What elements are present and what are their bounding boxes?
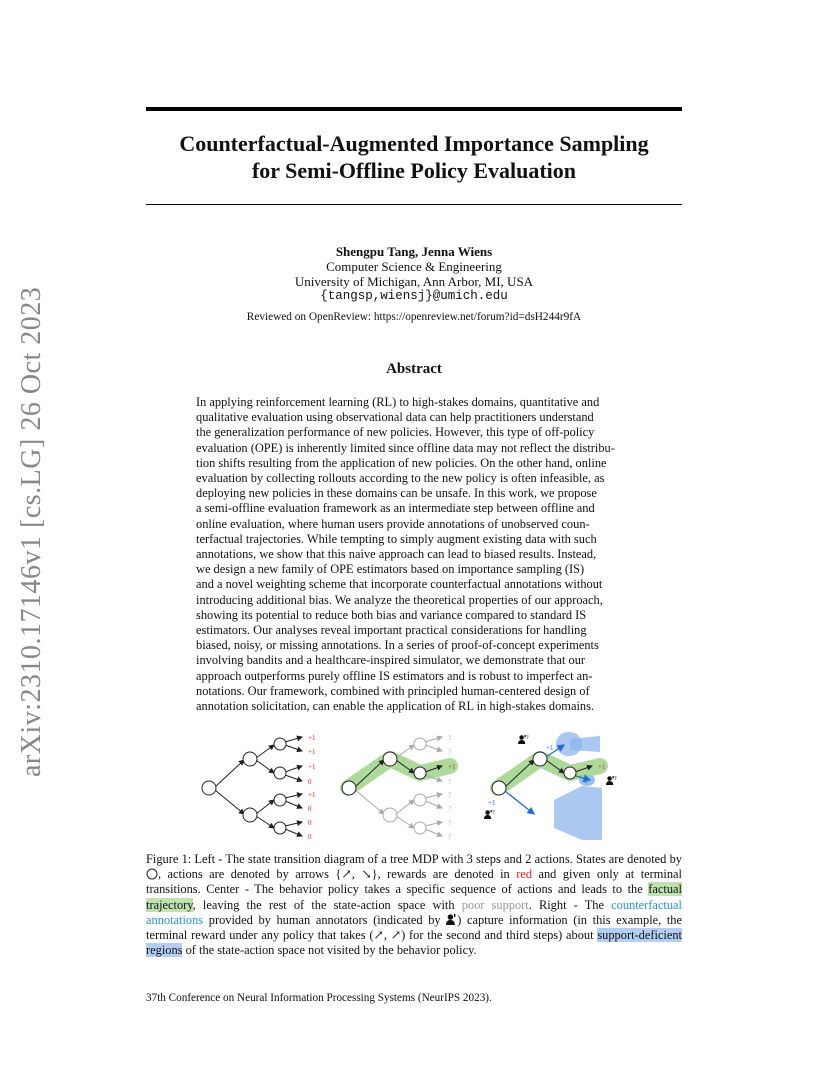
author-department: Computer Science & Engineering (326, 259, 502, 274)
caption-text: ) capture information (in this example, the terminal reward under any policy that takes (↗, ↗) for the second and third steps) about (146, 912, 683, 943)
title-bottom-rule (146, 204, 682, 205)
abstract-line: annotations, we show that this naive approach can lead to biased results. Instead, (196, 547, 597, 562)
annotator-person-icon (446, 914, 457, 925)
abstract-line: In applying reinforcement learning (RL) to high-stakes domains, quantitative and (196, 395, 600, 409)
annotator-person-icon (484, 810, 492, 819)
reward-label: +1 (308, 791, 316, 799)
abstract-line: approach outperforms purely offline IS estimators and is robust to imperfect an- (196, 668, 593, 683)
abstract-line: showing its potential to reduce both bias and variance compared to standard IS (196, 607, 587, 622)
reward-label: +1 (308, 734, 316, 742)
abstract-line: we design a new family of OPE estimators based on importance sampling (IS) (196, 562, 585, 577)
reward-label: ? (448, 833, 452, 841)
caption-counterfactual-annotations: counterfactual annotations (146, 897, 682, 927)
right-panel-counterfactual-annotations (484, 732, 617, 840)
author-affiliation: University of Michigan, Ann Arbor, MI, USA (294, 274, 534, 289)
abstract-line: deploying new policies in these domains can be unsafe. In this work, we propose (196, 486, 597, 501)
abstract-line: tion shifts resulting from the application of new policies. On the other hand, online (196, 455, 607, 470)
abstract-line: introducing additional bias. We analyze the theoretical properties of our approach, (196, 592, 603, 607)
reward-label: +1 (598, 763, 606, 771)
title-line-1: Counterfactual-Augmented Importance Sampling (179, 131, 649, 156)
figure-1-caption (146, 852, 682, 958)
state-circle-icon (146, 868, 158, 880)
caption-factual-trajectory: factual trajectory (146, 882, 682, 912)
openreview-note: Reviewed on OpenReview: https://openreview.net/forum?id=dsH244r9fA (246, 311, 582, 323)
top-thick-rule (146, 107, 682, 111)
reward-label: 0 (308, 819, 312, 827)
caption-text: Figure 1: Left - The state transition diagram of a tree MDP with 3 steps and 2 actions. States are denoted by (146, 852, 682, 866)
author-email: {tangsp,wiensj}@umich.edu (320, 289, 508, 303)
reward-label: +1 (448, 763, 456, 771)
abstract-line: estimators. Our analyses reveal important practical considerations for handling (196, 623, 587, 638)
caption-text: . Right - The (528, 897, 612, 912)
caption-text: , actions are denoted by arrows {↗, ↘}, rewards are denoted in (158, 867, 517, 882)
conference-footnote: 37th Conference on Neural Information Processing Systems (NeurIPS 2023). (146, 992, 492, 1004)
reward-label: 0 (308, 805, 312, 813)
left-panel-full-tree (202, 734, 316, 841)
abstract-heading: Abstract (386, 361, 442, 377)
reward-label: +1 (488, 799, 496, 807)
abstract-body (196, 395, 632, 714)
abstract-line: a semi-offline evaluation framework as an intermediate step between offline and (196, 501, 595, 516)
figure-1-tree-mdp-diagrams (190, 728, 638, 846)
annotator-person-icon (518, 735, 526, 744)
abstract-line: the generalization performance of new policies. However, this type of off-policy (196, 425, 595, 440)
abstract-line: and a novel weighting scheme that incorporate counterfactual annotations without (196, 577, 603, 592)
annotation-question-mark: ? (614, 776, 617, 782)
caption-text: of the state-action space not visited by the behavior policy. (182, 943, 477, 958)
reward-label: ? (448, 819, 452, 827)
abstract-line: notations. Our framework, combined with principled human-centered design of (196, 683, 590, 698)
reward-label: +1 (308, 748, 316, 756)
reward-label: 0 (308, 778, 312, 786)
reward-label: ? (448, 778, 452, 786)
reward-label: ? (448, 805, 452, 813)
title-line-2: for Semi-Offline Policy Evaluation (251, 158, 577, 183)
reward-label: +1 (546, 744, 554, 752)
caption-poor-support: poor support (461, 897, 529, 912)
abstract-line: terfactual trajectories. While tempting to simply augment existing data with such (196, 531, 597, 546)
author-names: Shengpu Tang, Jenna Wiens (335, 244, 493, 259)
arxiv-identifier: arXiv:2310.17146v1 [cs.LG] 26 Oct 2023 (16, 286, 47, 777)
abstract-line: qualitative evaluation using observational data can help practitioners understand (196, 410, 594, 425)
reward-label: ? (448, 791, 452, 799)
caption-text: and given only at terminal transitions. Center - The behavior policy takes a specific sequence of actions and leads to the (146, 867, 682, 897)
caption-support-deficient-regions: support-deficient regions (146, 928, 682, 958)
abstract-line: involving bandits and a healthcare-inspired simulator, we demonstrate that our (196, 653, 586, 668)
caption-red-word: red (516, 867, 533, 882)
reward-label: 0 (308, 833, 312, 841)
center-panel-factual-trajectory (342, 734, 456, 841)
abstract-line: online evaluation, where human users provide annotations of unobserved coun- (196, 516, 590, 531)
annotation-question-mark: ? (492, 810, 495, 816)
annotator-person-icon (606, 776, 614, 785)
reward-label: ? (448, 748, 452, 756)
reward-label: ? (448, 734, 452, 742)
abstract-line: biased, noisy, or missing annotations. In a series of proof-of-concept experiments (196, 638, 599, 653)
caption-text: , leaving the rest of the state-action space with (192, 897, 462, 912)
abstract-line: evaluation (OPE) is inherently limited since offline data may not reflect the distribu- (196, 440, 615, 455)
annotation-question-mark: ? (526, 735, 529, 741)
abstract-line: evaluation by collecting rollouts according to the new policy is often infeasible, as (196, 471, 605, 486)
paper-title (146, 130, 682, 184)
abstract-line: annotation solicitation, can enable the application of RL in high-stakes domains. (196, 699, 595, 714)
reward-label: 0 (584, 777, 588, 785)
caption-text: provided by human annotators (indicated by (203, 912, 447, 927)
reward-label: +1 (308, 763, 316, 771)
